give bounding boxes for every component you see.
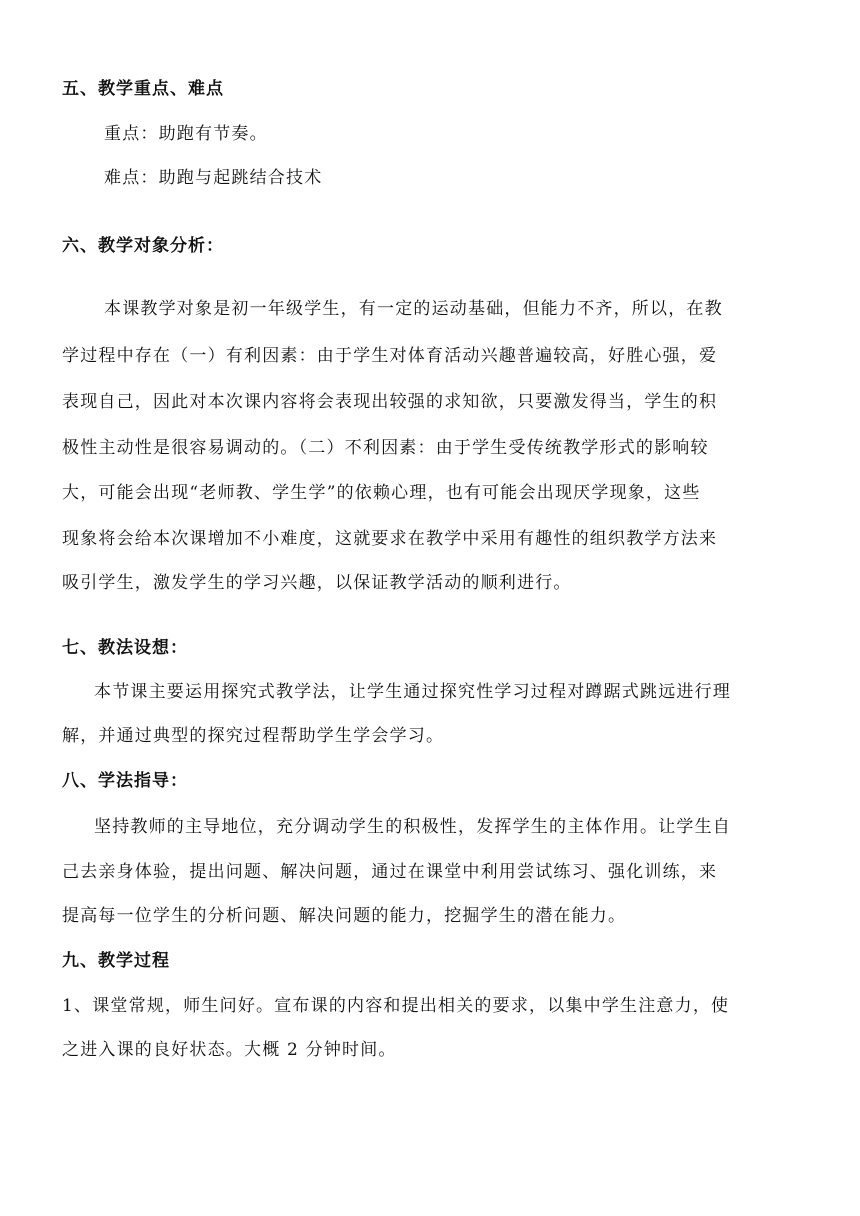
section-heading-5: 五、教学重点、难点 — [62, 79, 224, 99]
section-heading-7: 七、教法设想： — [62, 638, 188, 658]
paragraph-line: 1、课堂常规，师生问好。宣布课的内容和提出相关的要求，以集中学生注意力，使 — [62, 996, 730, 1016]
difficulty-text: 难点：助跑与起跳结合技术 — [104, 168, 323, 188]
paragraph-line: 本课教学对象是初一年级学生，有一定的运动基础，但能力不齐，所以，在教 — [104, 299, 723, 319]
paragraph-line: 吸引学生，激发学生的学习兴趣，以保证教学活动的顺利进行。 — [62, 573, 572, 593]
paragraph-line: 坚持教师的主导地位，充分调动学生的积极性，发挥学生的主体作用。让学生自 — [94, 817, 731, 837]
paragraph-line: 学过程中存在（一）有利因素：由于学生对体育活动兴趣普遍较高，好胜心强，爱 — [62, 346, 718, 366]
paragraph-line: 之进入课的良好状态。大概 2 分钟时间。 — [62, 1040, 397, 1060]
paragraph-line: 提高每一位学生的分析问题、解决问题的能力，挖掘学生的潜在能力。 — [62, 906, 627, 926]
section-heading-6: 六、教学对象分析： — [62, 236, 224, 256]
section-heading-8: 八、学法指导： — [62, 771, 188, 791]
paragraph-line: 解，并通过典型的探究过程帮助学生学会学习。 — [62, 726, 445, 746]
paragraph-line: 极性主动性是很容易调动的。（二）不利因素：由于学生受传统教学形式的影响较 — [62, 438, 709, 458]
key-point-text: 重点：助跑有节奏。 — [104, 124, 268, 144]
section-heading-9: 九、教学过程 — [62, 951, 170, 971]
paragraph-line: 现象将会给本次课增加不小难度，这就要求在教学中采用有趣性的组织教学方法来 — [62, 529, 718, 549]
paragraph-line: 己去亲身体验，提出问题、解决问题，通过在课堂中利用尝试练习、强化训练，来 — [62, 862, 718, 882]
paragraph-line: 本节课主要运用探究式教学法，让学生通过探究性学习过程对蹲踞式跳远进行理 — [94, 682, 731, 702]
paragraph-line: 大，可能会出现“老师教、学生学”的依赖心理，也有可能会出现厌学现象，这些 — [62, 483, 701, 503]
paragraph-line: 表现自己，因此对本次课内容将会表现出较强的求知欲，只要激发得当，学生的积 — [62, 392, 718, 412]
